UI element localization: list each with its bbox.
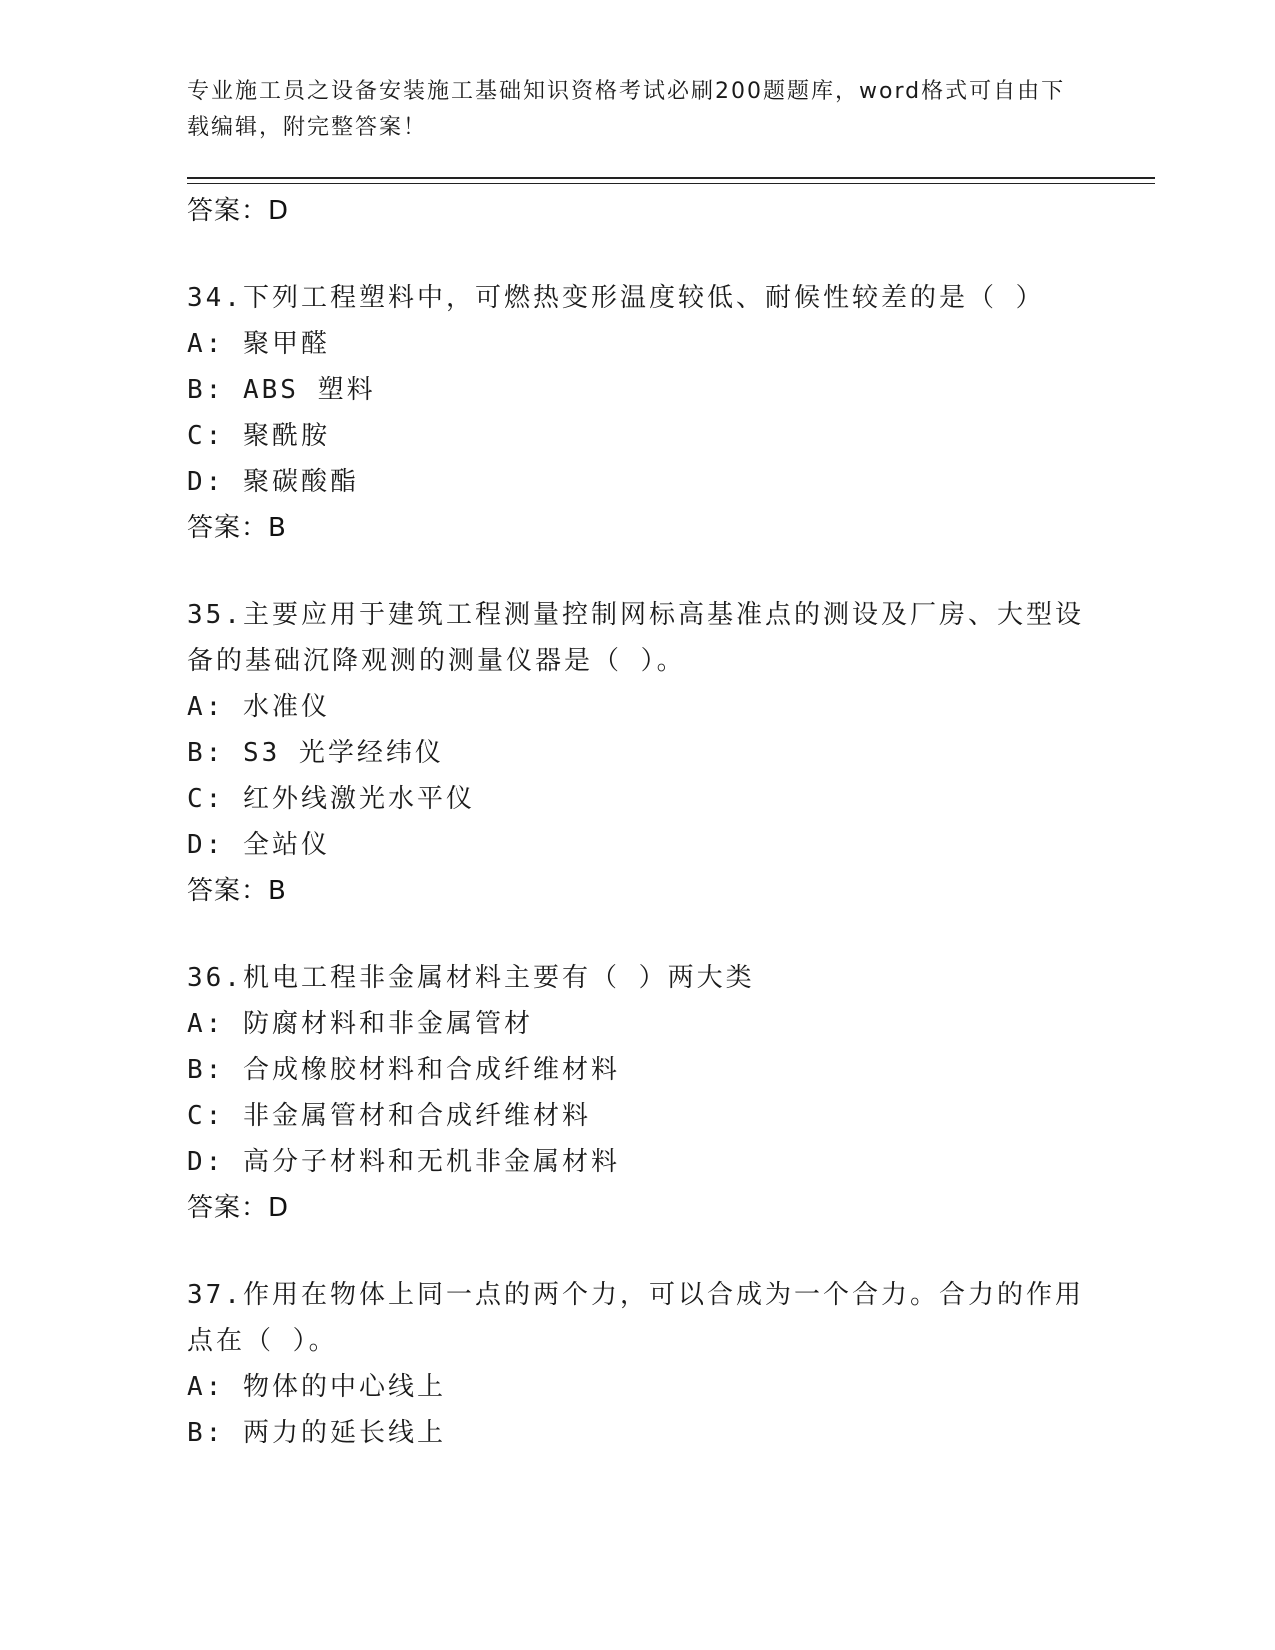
option-b: B: S3 光学经纬仪	[187, 738, 444, 768]
option-a: A: 防腐材料和非金属管材	[187, 1009, 533, 1039]
answer-line: 答案：B	[187, 876, 287, 906]
question-36	[187, 955, 1087, 1231]
option-c: C: 聚酰胺	[187, 421, 330, 451]
option-b: B: ABS 塑料	[187, 375, 376, 405]
question-stem: 36.机电工程非金属材料主要有（ ）两大类	[187, 963, 755, 993]
option-b: B: 两力的延长线上	[187, 1418, 446, 1448]
answer-line: 答案：D	[187, 1193, 290, 1223]
option-a: A: 物体的中心线上	[187, 1372, 446, 1402]
question-35	[187, 592, 1087, 914]
option-a: A: 聚甲醛	[187, 329, 330, 359]
question-stem: 34.下列工程塑料中，可燃热变形温度较低、耐候性较差的是（ ）	[187, 283, 1045, 313]
option-d: D: 聚碳酸酯	[187, 467, 359, 497]
option-d: D: 全站仪	[187, 830, 330, 860]
question-37	[187, 1272, 1087, 1456]
answer-line: 答案：B	[187, 513, 287, 543]
option-b: B: 合成橡胶材料和合成纤维材料	[187, 1055, 620, 1085]
header-rule-thin	[187, 183, 1155, 184]
question-stem: 37.作用在物体上同一点的两个力，可以合成为一个合力。合力的作用点在（ ）。	[187, 1280, 1084, 1356]
answer-line: 答案：D	[187, 196, 290, 226]
header-rule-thick	[187, 177, 1155, 179]
question-stem: 35.主要应用于建筑工程测量控制网标高基准点的测设及厂房、大型设备的基础沉降观测的测量仪器是（ ）。	[187, 600, 1084, 676]
question-34	[187, 275, 1087, 551]
option-c: C: 非金属管材和合成纤维材料	[187, 1101, 591, 1131]
page-header: 专业施工员之设备安装施工基础知识资格考试必刷200题题库，word格式可自由下载编辑，附完整答案！	[187, 79, 1066, 140]
question-list	[187, 188, 1087, 1456]
option-a: A: 水准仪	[187, 692, 330, 722]
option-c: C: 红外线激光水平仪	[187, 784, 475, 814]
option-d: D: 高分子材料和无机非金属材料	[187, 1147, 620, 1177]
